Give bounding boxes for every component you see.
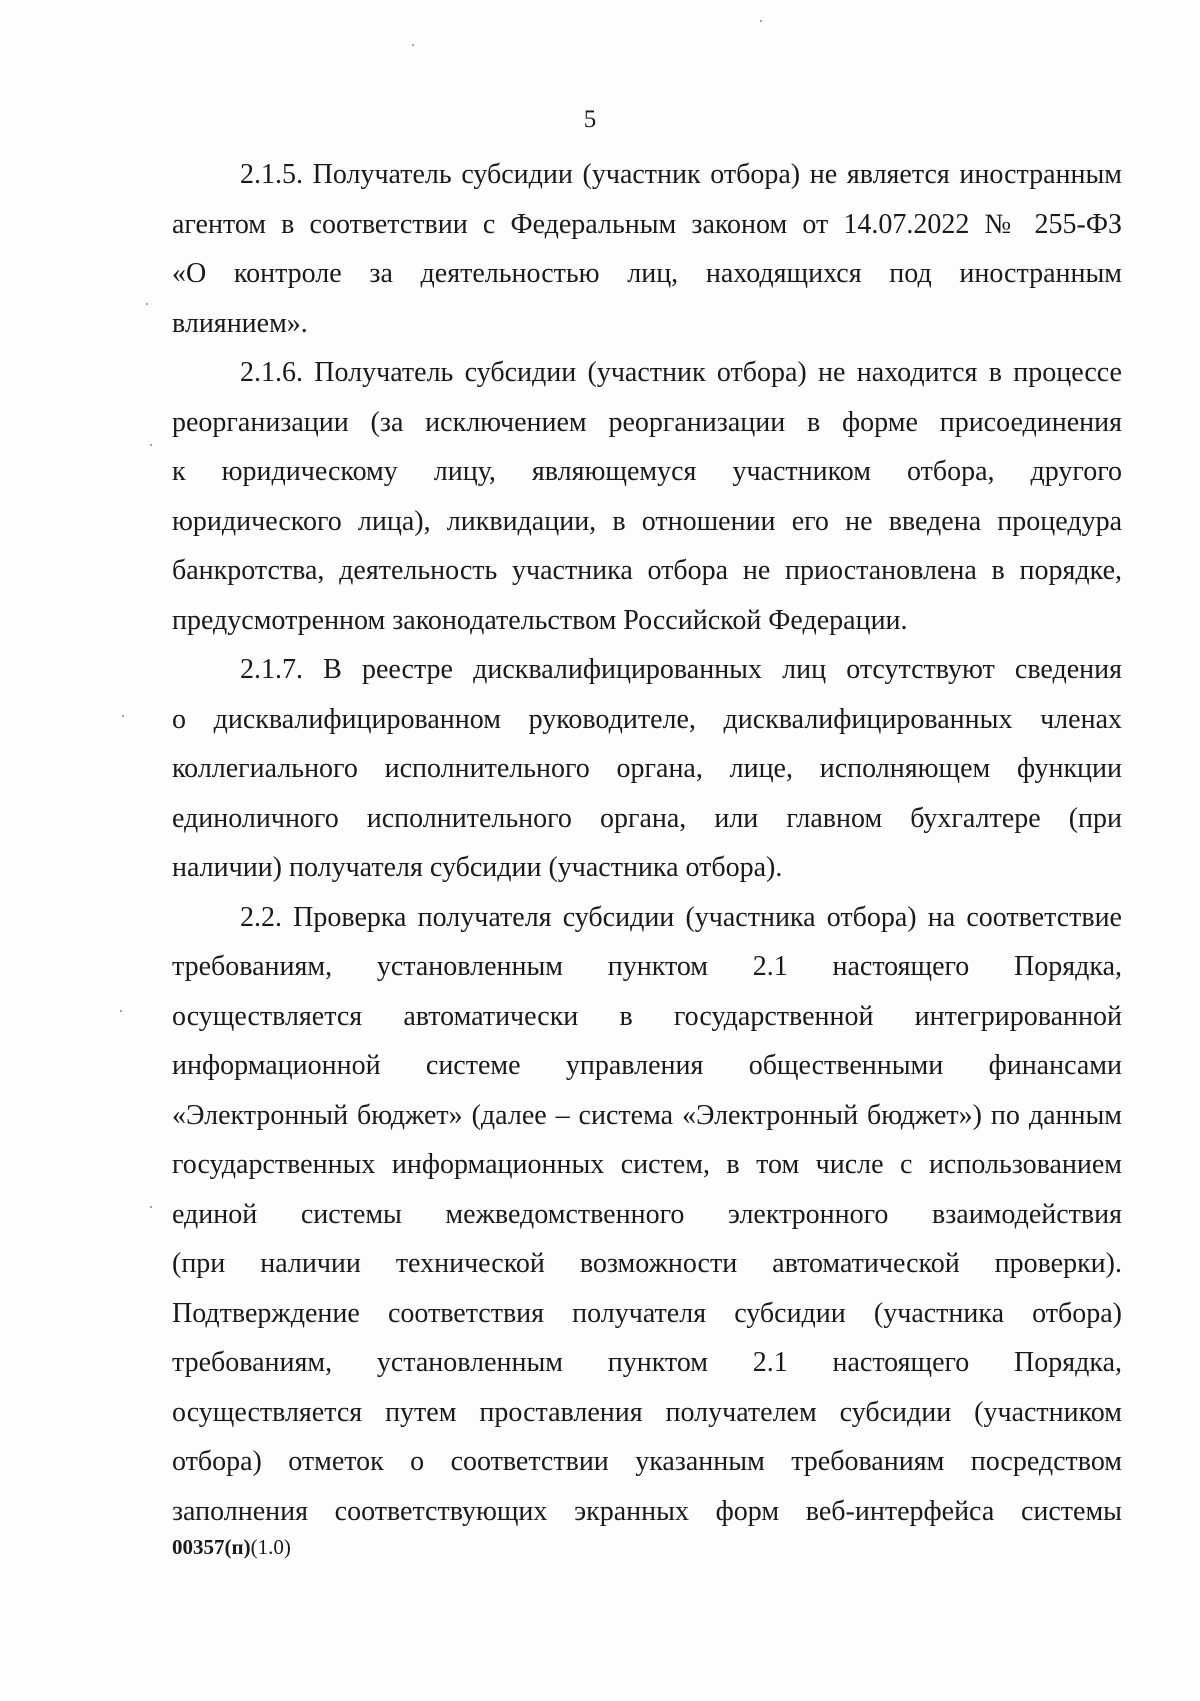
scan-speck	[150, 444, 152, 446]
text-line: реорганизации (за исключением реорганизации в форме присоединения	[172, 406, 1122, 438]
text-line: к юридическому лицу, являющемуся участником отбора, другого	[172, 456, 1122, 487]
paragraph-2-1-6	[172, 348, 1122, 645]
text-line: коллегиального исполнительного органа, лице, исполняющем функции	[172, 753, 1122, 784]
text-line: (при наличии технической возможности автоматической проверки).	[172, 1248, 1122, 1279]
text-line: Подтверждение соответствия получателя субсидии (участника отбора)	[172, 1297, 1122, 1329]
text-line: требованиям, установленным пунктом 2.1 настоящего Порядка,	[172, 951, 1122, 982]
text-line: предусмотренном законодательством Российской Федерации.	[172, 604, 908, 636]
document-code	[172, 1535, 291, 1560]
scan-speck	[150, 1206, 152, 1208]
scan-speck	[760, 20, 762, 22]
text-line: агентом в соответствии с Федеральным законом от 14.07.2022 № 255-ФЗ	[172, 208, 1122, 240]
text-line: наличии) получателя субсидии (участника отбора).	[172, 852, 783, 883]
text-line: осуществляется автоматически в государственной интегрированной	[172, 1000, 1122, 1032]
text-line: информационной системе управления общественными финансами	[172, 1050, 1122, 1081]
text-line: «Электронный бюджет» (далее – система «Электронный бюджет») по данным	[172, 1099, 1122, 1131]
text-line: банкротства, деятельность участника отбора не приостановлена в порядке,	[172, 555, 1122, 586]
text-line: 2.1.7. В реестре дисквалифицированных лиц отсутствуют сведения	[240, 654, 1122, 685]
text-line: заполнения соответствующих экранных форм веб-интерфейса системы	[172, 1495, 1122, 1527]
text-line: юридического лица), ликвидации, в отношении его не введена процедура	[172, 505, 1122, 537]
text-line: влиянием».	[172, 307, 308, 339]
scan-speck	[122, 715, 124, 717]
page-number: 5	[583, 106, 597, 133]
scan-speck	[146, 303, 148, 305]
paragraph-2-1-7	[172, 645, 1122, 893]
text-line: требованиям, установленным пунктом 2.1 настоящего Порядка,	[172, 1347, 1122, 1378]
text-line: единоличного исполнительного органа, или главном бухгалтере (при	[172, 802, 1122, 834]
paragraph-2-1-5	[172, 150, 1122, 348]
text-line: государственных информационных систем, в том числе с использованием	[172, 1149, 1122, 1180]
text-line: 2.1.5. Получатель субсидии (участник отбора) не является иностранным	[240, 159, 1122, 190]
document-code-number: 00357(п)	[172, 1535, 251, 1559]
scan-speck	[120, 1010, 122, 1012]
text-line: о дисквалифицированном руководителе, дисквалифицированных членах	[172, 703, 1122, 735]
text-line: 2.2. Проверка получателя субсидии (участника отбора) на соответствие	[240, 901, 1122, 933]
text-line: осуществляется путем проставления получателем субсидии (участником	[172, 1396, 1122, 1428]
document-body	[172, 150, 1122, 1536]
scan-speck	[412, 44, 414, 46]
document-code-version: (1.0)	[250, 1535, 291, 1559]
text-line: 2.1.6. Получатель субсидии (участник отбора) не находится в процессе	[240, 357, 1122, 388]
text-line: «О контроле за деятельностью лиц, находящихся под иностранным	[172, 258, 1122, 289]
text-line: единой системы межведомственного электронного взаимодействия	[172, 1198, 1122, 1230]
paragraph-2-2	[172, 893, 1122, 1537]
text-line: отбора) отметок о соответствии указанным требованиям посредством	[172, 1446, 1122, 1477]
